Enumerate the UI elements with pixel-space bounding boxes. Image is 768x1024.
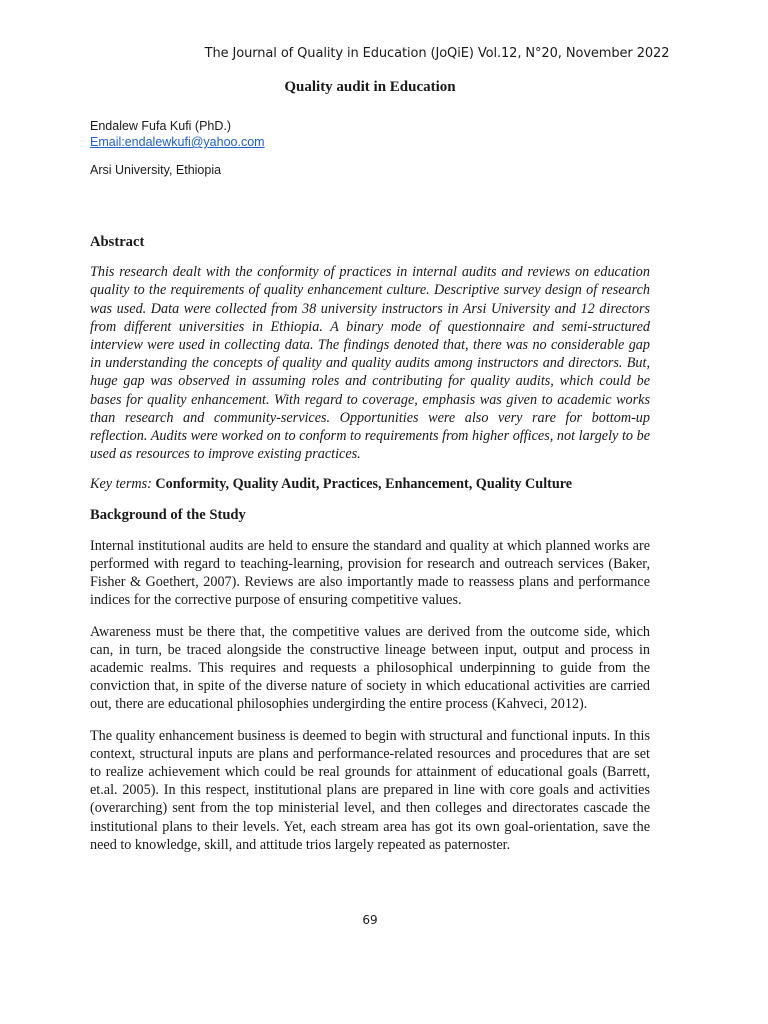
main-content — [90, 233, 650, 854]
journal-header: The Journal of Quality in Education (JoQiE) Vol.12, N°20, November 2022 — [204, 46, 670, 61]
author-affiliation: Arsi University, Ethiopia — [90, 163, 222, 177]
key-terms-label: Key terms: — [90, 476, 152, 493]
key-terms-value: Conformity, Quality Audit, Practices, Enhancement, Quality Culture — [155, 476, 573, 493]
background-paragraph: Awareness must be there that, the competitive values are derived from the outcome side, which can, in turn, be traced alongside the constructive lineage between input, output and process in academic realms. This requires and requests a philosophical underpinning to guide from the conviction that, in spite of the diverse nature of society in which educational activities are carried out, there are educational philosophies undergirding the entire process (Kahveci, 2012). — [90, 623, 650, 713]
page-number: 69 — [362, 913, 378, 927]
author-email-link[interactable]: Email:endalewkufi@yahoo.com — [90, 135, 265, 149]
key-terms — [90, 475, 650, 493]
background-paragraph: Internal institutional audits are held to ensure the standard and quality at which planned works are performed with regard to teaching-learning, provision for research and outreach services (Baker, Fisher & Goethert, 2007). Reviews are also importantly made to reassess plans and performance indices for the corrective purpose of ensuring competitive values. — [90, 537, 650, 609]
paper-title: Quality audit in Education — [284, 79, 456, 95]
abstract-body: This research dealt with the conformity of practices in internal audits and reviews on education quality to the requirements of quality enhancement culture. Descriptive survey design of research was used. Data were collected from 38 university instructors in Arsi University and 12 directors from different universities in Ethiopia. A binary mode of questionnaire and semi-structured interview were used in collecting data. The findings denoted that, there was no considerable gap in understanding the concepts of quality and quality audits among instructors and directors. But, huge gap was observed in assuming roles and contributing for quality audits, which could be bases for quality enhancement. With regard to coverage, emphasis was given to academic works than research and community-services. Opportunities were also very rare for bottom-up reflection. Audits were worked on to conform to requirements from higher offices, not largely to be used as resources to improve existing practices. — [90, 264, 650, 463]
author-block — [90, 118, 265, 150]
author-name: Endalew Fufa Kufi (PhD.) — [90, 119, 232, 133]
background-heading: Background of the Study — [90, 506, 246, 523]
background-paragraph: The quality enhancement business is deemed to begin with structural and functional inputs. In this context, structural inputs are plans and performance-related resources and procedures that are set to realize achievement which could be real grounds for attainment of educational goals (Barrett, et.al. 2005). In this respect, institutional plans are prepared in line with core goals and activities (overarching) sent from the top ministerial level, and then colleges and directorates cascade the institutional plans to their levels. Yet, each stream area has got its own goal-orientation, save the need to knowledge, skill, and attitude trios largely repeated as paternoster. — [90, 727, 650, 853]
abstract-heading: Abstract — [90, 234, 145, 250]
